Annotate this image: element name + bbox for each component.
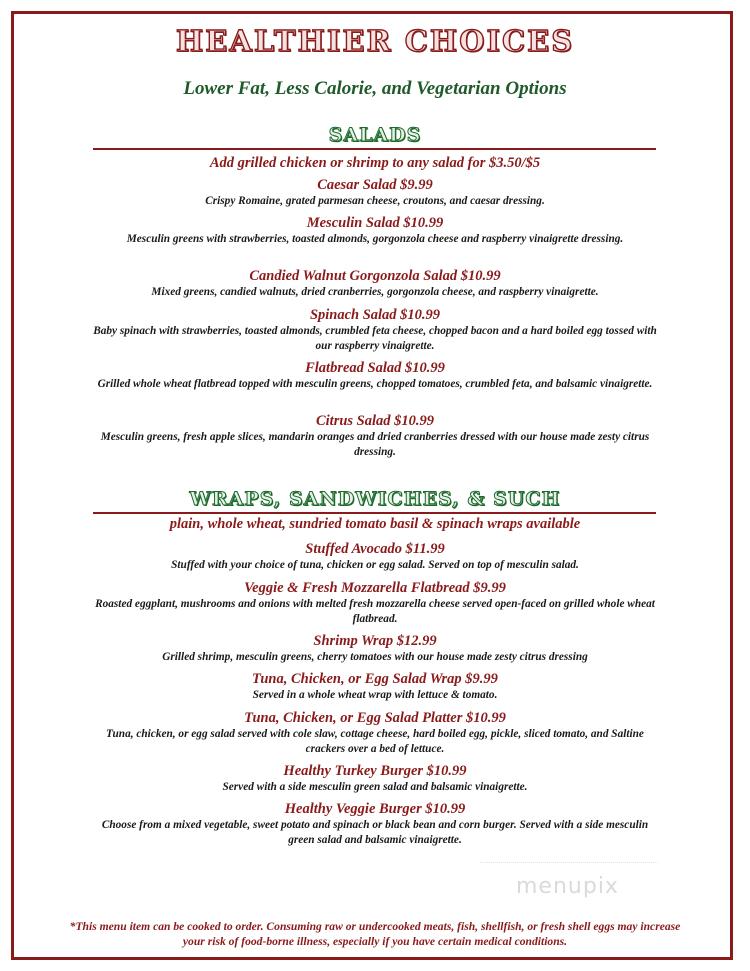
item-name: Mesculin Salad $10.99 [306,215,444,231]
item-description: Crispy Romaine, grated parmesan cheese, croutons, and caesar dressing. [205,195,545,207]
item-description: Roasted eggplant, mushrooms and onions with melted fresh mozzarella cheese served open-faced on grilled whole wheat flatbread. [95,598,655,625]
salads-heading: SALADS [328,124,422,146]
item-name: Tuna, Chicken, or Egg Salad Platter $10.99 [244,710,506,726]
menu-item-caesar-salad [90,177,660,209]
item-name: Stuffed Avocado $11.99 [305,541,445,557]
item-name: Caesar Salad $9.99 [317,177,433,193]
item-name: Citrus Salad $10.99 [315,413,435,429]
item-name: Healthy Turkey Burger $10.99 [283,763,467,779]
item-description: Mesculin greens, fresh apple slices, mandarin oranges and dried cranberries dressed with our house made zesty citrus dressing. [100,431,650,458]
item-name: Shrimp Wrap $12.99 [313,633,437,649]
item-description: Baby spinach with strawberries, toasted almonds, crumbled feta cheese, chopped bacon and a hard boiled egg tossed with our raspberry vinaigrette. [93,325,657,352]
item-name: Candied Walnut Gorgonzola Salad $10.99 [249,268,501,284]
item-description: Mesculin greens with strawberries, toasted almonds, gorgonzola cheese and raspberry vinaigrette dressing. [126,233,624,245]
menu-item-turkey-burger [90,763,660,795]
menu-item-stuffed-avocado [90,541,660,573]
wraps-note: plain, whole wheat, sundried tomato basil & spinach wraps available [169,516,581,532]
item-name: Tuna, Chicken, or Egg Salad Wrap $9.99 [252,671,498,687]
salads-divider [93,148,656,150]
wraps-heading: WRAPS, SANDWICHES, & SUCH [189,488,561,510]
menu-subtitle: Lower Fat, Less Calorie, and Vegetarian Options [183,78,567,99]
menu-item-candied-walnut-salad [90,268,660,300]
item-description: Mixed greens, candied walnuts, dried cranberries, gorgonzola cheese, and raspberry vinaigrette. [151,286,599,298]
item-description: Grilled shrimp, mesculin greens, cherry tomatoes with our house made zesty citrus dressing [162,651,588,663]
item-name: Veggie & Fresh Mozzarella Flatbread $9.99 [244,580,506,596]
item-description: Served in a whole wheat wrap with lettuce & tomato. [252,689,498,701]
menu-item-flatbread-salad [90,360,660,392]
item-description: Served with a side mesculin green salad and balsamic vinaigrette. [222,781,528,793]
item-name: Flatbread Salad $10.99 [305,360,445,376]
salads-note: Add grilled chicken or shrimp to any salad for $3.50/$5 [209,155,541,171]
menu-item-veggie-flatbread [90,580,660,627]
menu-title: HEALTHIER CHOICES [175,24,575,58]
watermark-divider [480,862,658,863]
menu-item-spinach-salad [90,307,660,354]
item-name: Spinach Salad $10.99 [309,307,441,323]
menu-item-veggie-burger [90,801,660,848]
wraps-divider [93,512,656,514]
item-description: Grilled whole wheat flatbread topped with mesculin greens, chopped tomatoes, crumbled feta, and balsamic vinaigrette. [97,378,653,390]
menu-item-citrus-salad [90,413,660,460]
item-description: Tuna, chicken, or egg salad served with cole slaw, cottage cheese, hard boiled egg, pickle, sliced tomato, and Saltine crackers over a bed of lettuce. [106,728,644,755]
menu-item-mesculin-salad [90,215,660,247]
menu-item-salad-platter [90,710,660,757]
menu-item-salad-wrap [90,671,660,703]
item-description: Stuffed with your choice of tuna, chicken or egg salad. Served on top of mesculin salad. [171,559,579,571]
menu-item-shrimp-wrap [90,633,660,665]
food-safety-disclaimer: *This menu item can be cooked to order. Consuming raw or undercooked meats, fish, shellfish, or fresh shell eggs may increase your risk of food-borne illness, especially if you have certain medical conditions. [69,920,681,948]
item-description: Choose from a mixed vegetable, sweet potato and spinach or black bean and corn burger. Served with a side mesculin green salad and balsamic vinaigrette. [101,819,649,846]
menupix-watermark: menupix [516,874,619,899]
item-name: Healthy Veggie Burger $10.99 [284,801,466,817]
